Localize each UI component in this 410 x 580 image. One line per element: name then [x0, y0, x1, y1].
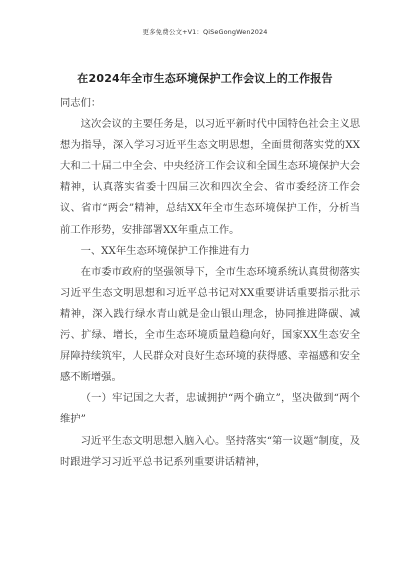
paragraph-section-1: 在市委市政府的坚强领导下，全市生态环境系统认真贯彻落实习近平生态文明思想和习近平总书记对XX重要讲话重要指示批示精神，深入践行绿水青山就是金山银山理念，协同推进降碳、减污、扩绿、增长，全市生态环境质量趋稳向好，国家XX生态安全屏障持续筑牢，人民群众对良好生态环境的获得感、幸福感和安全感不断增强。	[60, 265, 360, 384]
paragraph-sub-1: 习近平生态文明思想入脑入心。坚持落实“第一议题”制度，及时跟进学习习近平总书记系列重要讲话精神，	[60, 434, 360, 468]
document-body	[60, 93, 360, 473]
section-heading-1: 一、XX年生态环境保护工作推进有力	[80, 244, 250, 257]
document-title: 在2024年全市生态环境保护工作会议上的工作报告	[77, 72, 333, 85]
header-note: 更多免费公文+V1：QiSeGongWen2024	[142, 28, 268, 36]
salutation: 同志们：	[60, 97, 102, 109]
sub-heading-1: （一）牢记国之大者，忠诚拥护“两个确立”，坚决做到“两个维护”	[60, 392, 360, 426]
paragraph-intro: 这次会议的主要任务是，以习近平新时代中国特色社会主义思想为指导，深入学习习近平生态文明思想，全面贯彻落实党的XX大和二十届二中全会、中央经济工作会议和全国生态环境保护大会精神，认真落实省委十四届三次和四次全会、省市委经济工作会议、省市“两会”精神，总结XX年全市生态环境保护工作，分析当前工作形势，安排部署XX年重点工作。	[60, 118, 360, 236]
